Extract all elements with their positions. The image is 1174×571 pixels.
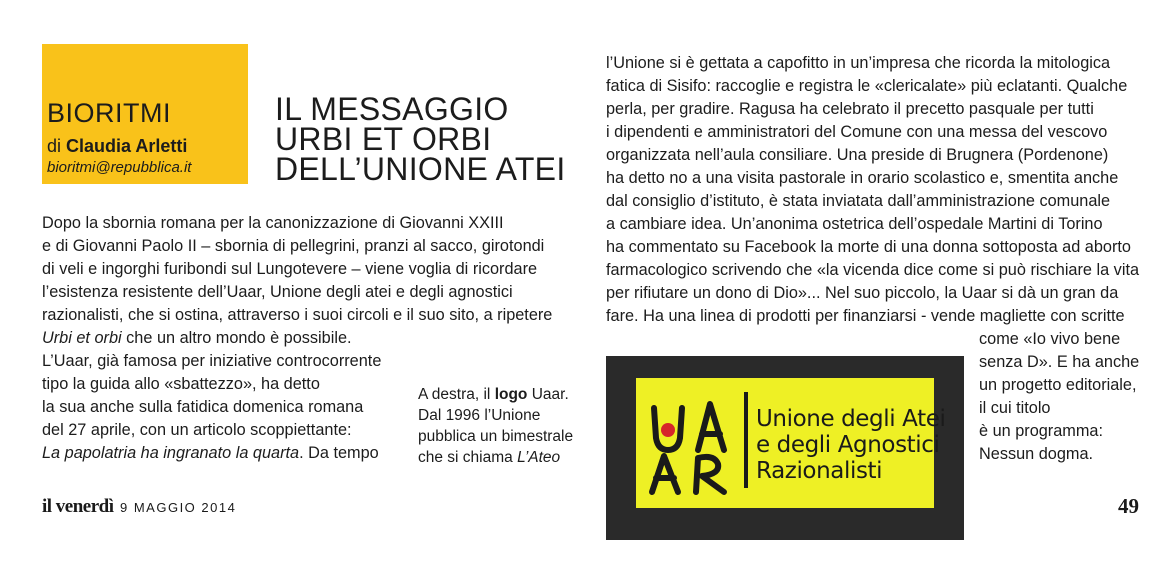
- logo-text-line: Unione degli Atei: [756, 406, 946, 432]
- body-line: l’Unione si è gettata a capofitto in un’impresa che ricorda la mitologica: [606, 54, 1111, 72]
- body-line: razionalisti, che si ostina, attraverso i suoi circoli e il suo sito, a ripetere: [42, 306, 553, 324]
- photo-caption: [418, 384, 598, 468]
- headline-line: IL MESSAGGIO: [275, 91, 509, 127]
- issue-date: 9 MAGGIO 2014: [120, 500, 237, 515]
- column-email[interactable]: bioritmi@repubblica.it: [47, 159, 192, 176]
- caption-bold: logo: [494, 386, 528, 403]
- column-author: [47, 136, 187, 156]
- body-line: [42, 442, 379, 464]
- body-line: a cambiare idea. Un’anonima ostetrica dell’ospedale Martini di Torino: [606, 215, 1103, 233]
- body-line: fatica di Sisifo: raccoglie e registra le «clericalate» più eclatanti. Qualche: [606, 77, 1128, 95]
- body-line: la sua anche sulla fatidica domenica romana: [42, 398, 364, 416]
- text-span: . Da tempo: [299, 444, 379, 462]
- caption-line: Dal 1996 l’Unione: [418, 407, 541, 424]
- headline-line: URBI ET ORBI: [275, 121, 492, 157]
- logo-background: [636, 378, 946, 508]
- page-number: 49: [1118, 494, 1139, 518]
- uaar-logo-image: [606, 356, 964, 540]
- body-line: un progetto editoriale,: [979, 376, 1137, 394]
- magazine-name: il venerdì: [42, 496, 114, 517]
- italic-phrase: L’Ateo: [517, 449, 561, 466]
- article-headline: [275, 91, 575, 187]
- italic-phrase: La papolatria ha ingranato la quarta: [42, 444, 300, 462]
- body-line: ha commentato su Facebook la morte di una donna sottoposta ad aborto: [606, 238, 1131, 256]
- body-line: tipo la guida allo «sbattezzo», ha detto: [42, 375, 320, 393]
- text-span: che si chiama: [418, 449, 518, 466]
- author-name: Claudia Arletti: [66, 136, 188, 156]
- body-line: è un programma:: [979, 422, 1103, 440]
- uaar-mark-icon: [644, 386, 744, 500]
- body-line: perla, per gradire. Ragusa ha celebrato il precetto pasquale per tutti: [606, 100, 1094, 118]
- body-line: fare. Ha una linea di prodotti per finanziarsi - vende magliette con scritte: [606, 307, 1125, 325]
- column-title: BIORITMI: [47, 98, 171, 128]
- body-line: il cui titolo: [979, 399, 1051, 417]
- body-line: farmacologico scrivendo che «la vicenda dice come si può rischiare la vita: [606, 261, 1140, 279]
- body-line: e di Giovanni Paolo II – sbornia di pellegrini, pranzi al sacco, girotondi: [42, 237, 545, 255]
- text-span: A destra, il: [418, 386, 495, 403]
- body-line: dal consiglio d’istituto, è stata inviatata dall’amministrazione comunale: [606, 192, 1111, 210]
- caption-line: [418, 384, 598, 405]
- headline-line: DELL’UNIONE ATEI: [275, 151, 566, 187]
- logo-text-line: e degli Agnostici: [756, 432, 940, 458]
- italic-phrase: Urbi et orbi: [42, 329, 122, 347]
- body-line: Nessun dogma.: [979, 445, 1094, 463]
- text-span: che un altro mondo è possibile.: [121, 329, 352, 347]
- body-line: come «Io vivo bene: [979, 330, 1121, 348]
- logo-divider: [744, 392, 748, 488]
- body-line: L’Uaar, già famosa per iniziative controcorrente: [42, 352, 382, 370]
- body-line: [42, 327, 352, 349]
- caption-line: pubblica un bimestrale: [418, 428, 574, 445]
- body-line: i dipendenti e amministratori del Comune con una messa del vescovo: [606, 123, 1108, 141]
- body-line: l’esistenza resistente dell’Uaar, Unione degli atei e degli agnostici: [42, 283, 513, 301]
- logo-text-line: Razionalisti: [756, 458, 883, 484]
- body-line: di veli e ingorghi furibondi sul Lungotevere – viene voglia di ricordare: [42, 260, 538, 278]
- author-prefix: di: [47, 136, 62, 156]
- body-line: per rifiutare un dono di Dio»... Nel suo piccolo, la Uaar si dà un gran da: [606, 284, 1119, 302]
- text-span: Uaar.: [527, 386, 569, 403]
- body-line: senza D». E ha anche: [979, 353, 1140, 371]
- body-line: Dopo la sbornia romana per la canonizzazione di Giovanni XXIII: [42, 214, 504, 232]
- body-line: del 27 aprile, con un articolo scoppiettante:: [42, 421, 352, 439]
- caption-line: [418, 447, 598, 468]
- body-line: organizzata nell’aula consiliare. Una preside di Brugnera (Pordenone): [606, 146, 1109, 164]
- body-line: ha detto no a una visita pastorale in orario scolastico e, smentita anche: [606, 169, 1119, 187]
